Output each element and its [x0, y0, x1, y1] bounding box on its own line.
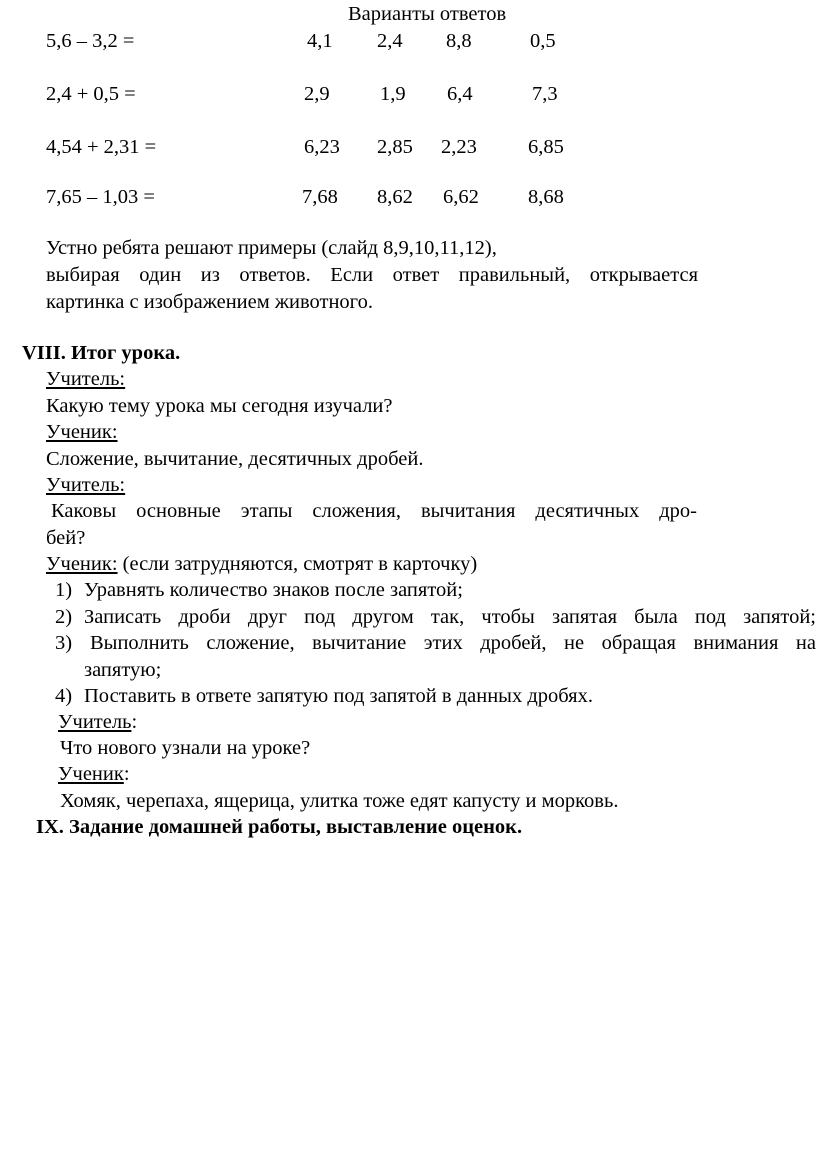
answer-option: 6,62 [443, 186, 479, 208]
answers-header: Варианты ответов [348, 3, 507, 25]
answer-option: 7,3 [532, 83, 558, 105]
paragraph-line: выбирая один из ответов. Если ответ правильный, открывается [46, 264, 698, 286]
label-colon: : [131, 711, 138, 733]
teacher-question: Каковы основные этапы сложения, вычитания десятичных дро- [51, 500, 697, 522]
answer-option: 2,85 [377, 136, 413, 158]
step-text: Поставить в ответе запятую под запятой в данных дробях. [84, 685, 593, 707]
exercise-expression: 5,6 – 3,2 = [46, 30, 135, 52]
answer-option: 8,68 [528, 186, 564, 208]
speaker-line-student [58, 764, 130, 785]
step-number: 1) [55, 579, 73, 601]
answer-option: 2,4 [377, 30, 403, 52]
answer-option: 0,5 [530, 30, 556, 52]
step-number: 2) [55, 606, 73, 628]
step-text: Выполнить сложение, вычитание этих дробей, не обращая внимания на [90, 632, 816, 654]
answer-option: 6,23 [304, 136, 340, 158]
speaker-line-teacher [58, 712, 137, 733]
answer-option: 1,9 [380, 83, 406, 105]
speaker-label-teacher: Учитель: [46, 474, 126, 496]
section-title: IX. Задание домашней работы, выставление оценок. [36, 816, 523, 838]
exercise-expression: 4,54 + 2,31 = [46, 136, 157, 158]
teacher-question: Какую тему урока мы сегодня изучали? [46, 395, 393, 417]
answer-option: 4,1 [307, 30, 333, 52]
student-answer: Хомяк, черепаха, ящерица, улитка тоже едят капусту и морковь. [60, 790, 619, 812]
teacher-question: Что нового узнали на уроке? [60, 737, 311, 759]
student-note: (если затрудняются, смотрят в карточку) [122, 553, 478, 575]
step-text: Уравнять количество знаков после запятой; [84, 579, 463, 601]
answer-option: 6,85 [528, 136, 564, 158]
step-number: 4) [55, 685, 73, 707]
student-line [46, 554, 477, 575]
paragraph-line: Устно ребята решают примеры (слайд 8,9,10,11,12), [46, 237, 497, 259]
step-text: Записать дроби друг под другом так, чтобы запятая была под запятой; [84, 606, 816, 628]
step-number: 3) [55, 632, 73, 654]
step-text-continuation: запятую; [84, 659, 162, 681]
speaker-label-student: Ученик [58, 763, 124, 785]
exercise-expression: 2,4 + 0,5 = [46, 83, 136, 105]
answer-option: 6,4 [447, 83, 473, 105]
answer-option: 2,9 [304, 83, 330, 105]
answer-option: 2,23 [441, 136, 477, 158]
answer-option: 7,68 [302, 186, 338, 208]
teacher-question-continuation: бей? [46, 527, 86, 549]
answer-option: 8,8 [446, 30, 472, 52]
speaker-label-teacher: Учитель [58, 711, 132, 733]
paragraph-line: картинка с изображением животного. [46, 291, 373, 313]
section-title: VIII. Итог урока. [22, 342, 181, 364]
label-colon: : [123, 763, 130, 785]
exercise-expression: 7,65 – 1,03 = [46, 186, 155, 208]
answer-option: 8,62 [377, 186, 413, 208]
speaker-label-student: Ученик: [46, 421, 118, 443]
speaker-label-teacher: Учитель: [46, 368, 126, 390]
student-answer: Сложение, вычитание, десятичных дробей. [46, 448, 424, 470]
speaker-label-student: Ученик: [46, 553, 118, 575]
